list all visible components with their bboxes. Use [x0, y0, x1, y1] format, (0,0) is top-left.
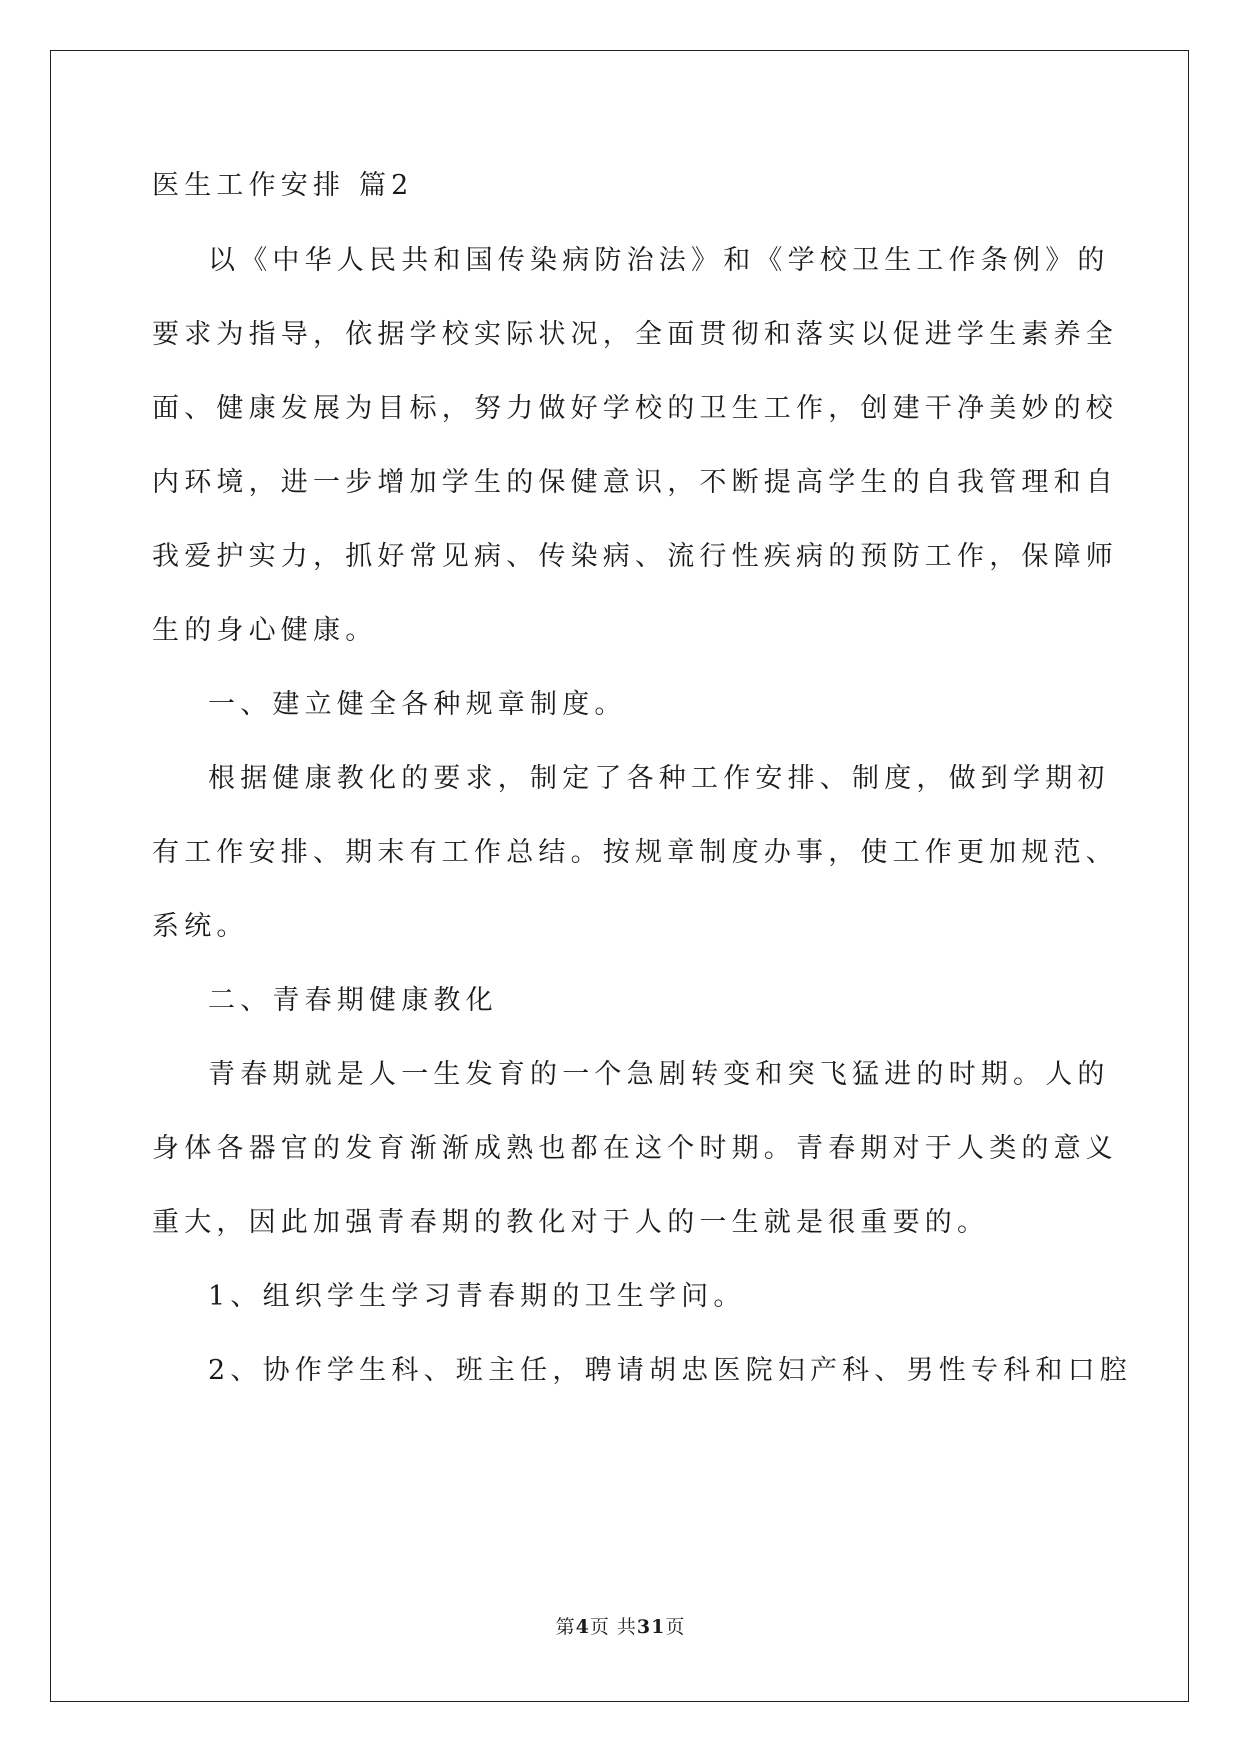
paragraph-line: 面、健康发展为目标，努力做好学校的卫生工作，创建干净美妙的校 [152, 393, 1118, 424]
paragraph-line: 重大，因此加强青春期的教化对于人的一生就是很重要的。 [152, 1207, 990, 1238]
list-item: 2、协作学生科、班主任，聘请胡忠医院妇产科、男性专科和口腔 [208, 1355, 1132, 1386]
page-footer [0, 1612, 1241, 1639]
page-border [50, 50, 1189, 1702]
paragraph-line: 有工作安排、期末有工作总结。按规章制度办事，使工作更加规范、 [152, 837, 1118, 868]
current-page-number: 4 [575, 1616, 590, 1638]
footer-suffix: 页 [665, 1616, 686, 1638]
list-item: 1、组织学生学习青春期的卫生学问。 [208, 1281, 746, 1312]
paragraph-line: 系统。 [152, 911, 249, 942]
paragraph-line: 我爱护实力，抓好常见病、传染病、流行性疾病的预防工作，保障师 [152, 541, 1118, 572]
paragraph-line: 根据健康教化的要求，制定了各种工作安排、制度，做到学期初 [208, 763, 1110, 794]
footer-prefix: 第 [555, 1616, 576, 1638]
footer-mid: 页 共 [589, 1616, 637, 1638]
paragraph-line: 身体各器官的发育渐渐成熟也都在这个时期。青春期对于人类的意义 [152, 1133, 1118, 1164]
section-heading: 一、建立健全各种规章制度。 [208, 689, 627, 720]
document-heading: 医生工作安排 篇2 [152, 170, 414, 201]
paragraph-line: 以《中华人民共和国传染病防治法》和《学校卫生工作条例》的 [208, 245, 1110, 276]
paragraph-line: 内环境，进一步增加学生的保健意识，不断提高学生的自我管理和自 [152, 467, 1118, 498]
paragraph-line: 青春期就是人一生发育的一个急剧转变和突飞猛进的时期。人的 [208, 1059, 1110, 1090]
paragraph-line: 要求为指导，依据学校实际状况，全面贯彻和落实以促进学生素养全 [152, 319, 1118, 350]
paragraph-line: 生的身心健康。 [152, 615, 378, 646]
total-pages-number: 31 [636, 1616, 666, 1638]
section-heading: 二、青春期健康教化 [208, 985, 498, 1016]
